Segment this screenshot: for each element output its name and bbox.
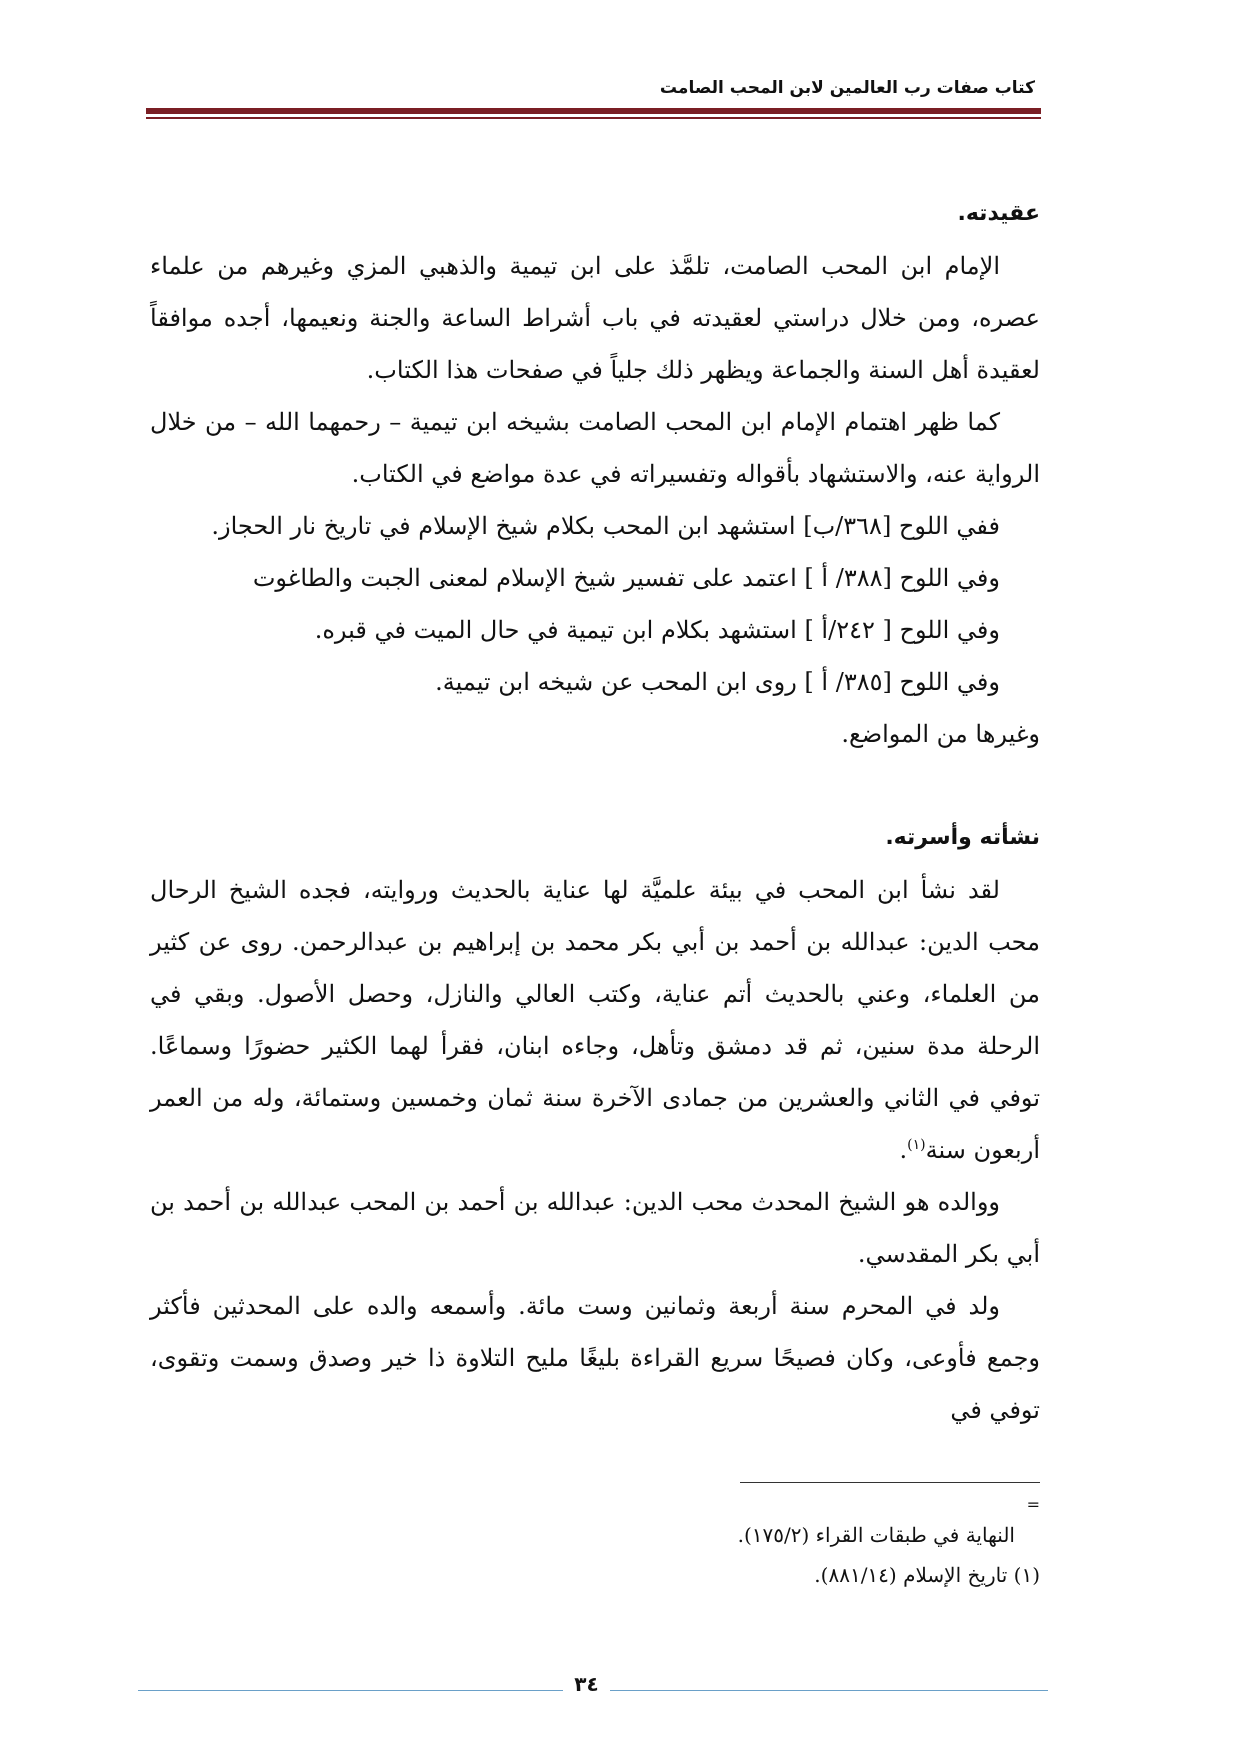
reference-line: وفي اللوح [٣٨٨/ أ ] اعتمد على تفسير شيخ الإسلام لمعنى الجبت والطاغوت [252,564,1000,592]
footnote-continuation: النهاية في طبقات القراء (١٧٥/٢). [737,1523,1015,1547]
footer-rule-left [138,1690,563,1691]
page-number: ٣٤ [574,1672,599,1696]
section-heading-upbringing: نشأته وأسرته. [885,825,1040,850]
reference-line: ففي اللوح [٣٦٨/ب] استشهد ابن المحب بكلام شيخ الإسلام في تاريخ نار الحجاز. [211,512,1000,540]
footnote-reference[interactable]: (١) [907,1137,926,1153]
footnotes [150,1495,1040,1595]
paragraph-closing: وغيرها من المواضع. [841,720,1040,748]
paragraph [150,864,1040,1176]
header-rule [146,108,1041,114]
body-text [150,188,1040,1436]
paragraph: كما ظهر اهتمام الإمام ابن المحب الصامت بشيخه ابن تيمية – رحمهما الله – من خلال الرواية عنه، والاستشهاد بأقواله وتفسيراته في عدة مواضع في الكتاب. [150,408,1040,488]
footer-rule-right [610,1690,1048,1691]
reference-line: وفي اللوح [٣٨٥/ أ ] روى ابن المحب عن شيخه ابن تيمية. [435,668,1000,696]
header-rule-thin [146,117,1041,119]
paragraph: الإمام ابن المحب الصامت، تلمَّذ على ابن تيمية والذهبي المزي وغيرهم من علماء عصره، ومن خلال دراستي لعقيدته في باب أشراط الساعة والجنة ونعيمها، أجده موافقاً لعقيدة أهل السنة والجماعة ويظهر ذلك جلياً في صفحات هذا الكتاب. [150,252,1040,384]
footnote-continuation-mark: = [1026,1495,1040,1514]
paragraph: ووالده هو الشيخ المحدث محب الدين: عبدالله بن أحمد بن المحب عبدالله بن أحمد بن أبي بكر المقدسي. [150,1188,1040,1268]
paragraph-text: لقد نشأ ابن المحب في بيئة علميَّة لها عناية بالحديث وروايته، فجده الشيخ الرحال محب الدين: عبدالله بن أحمد بن أبي بكر محمد بن إبراهيم بن عبدالرحمن. روى عن كثير من العلماء، وعني بالحديث أتم عناية، وكتب العالي والنازل، وحصل الأصول. وبقي في الرحلة مدة سنين، ثم قد دمشق وتأهل، وجاءه ابنان، فقرأ لهما الكثير حضورًا وسماعًا. توفي في الثاني والعشرين من جمادى الآخرة سنة ثمان وخمسين وستمائة، وله من العمر أربعون سنة [150,876,1040,1164]
running-header: كتاب صفات رب العالمين لابن المحب الصامت [659,78,1035,98]
paragraph: ولد في المحرم سنة أربعة وثمانين وست مائة. وأسمعه والده على المحدثين فأكثر وجمع فأوعى، وكان فصيحًا سريع القراءة بليغًا مليح التلاوة ذا خير وصدق وسمت وتقوى، توفي في [150,1292,1040,1424]
footnote-1: (١) تاريخ الإسلام (٨٨١/١٤). [814,1563,1040,1587]
footnote-separator [740,1482,1040,1483]
paragraph-end: . [899,1136,908,1164]
section-heading-creed: عقيدته. [957,201,1040,226]
reference-line: وفي اللوح [ ٢٤٢/أ ] استشهد بكلام ابن تيمية في حال الميت في قبره. [314,616,1000,644]
